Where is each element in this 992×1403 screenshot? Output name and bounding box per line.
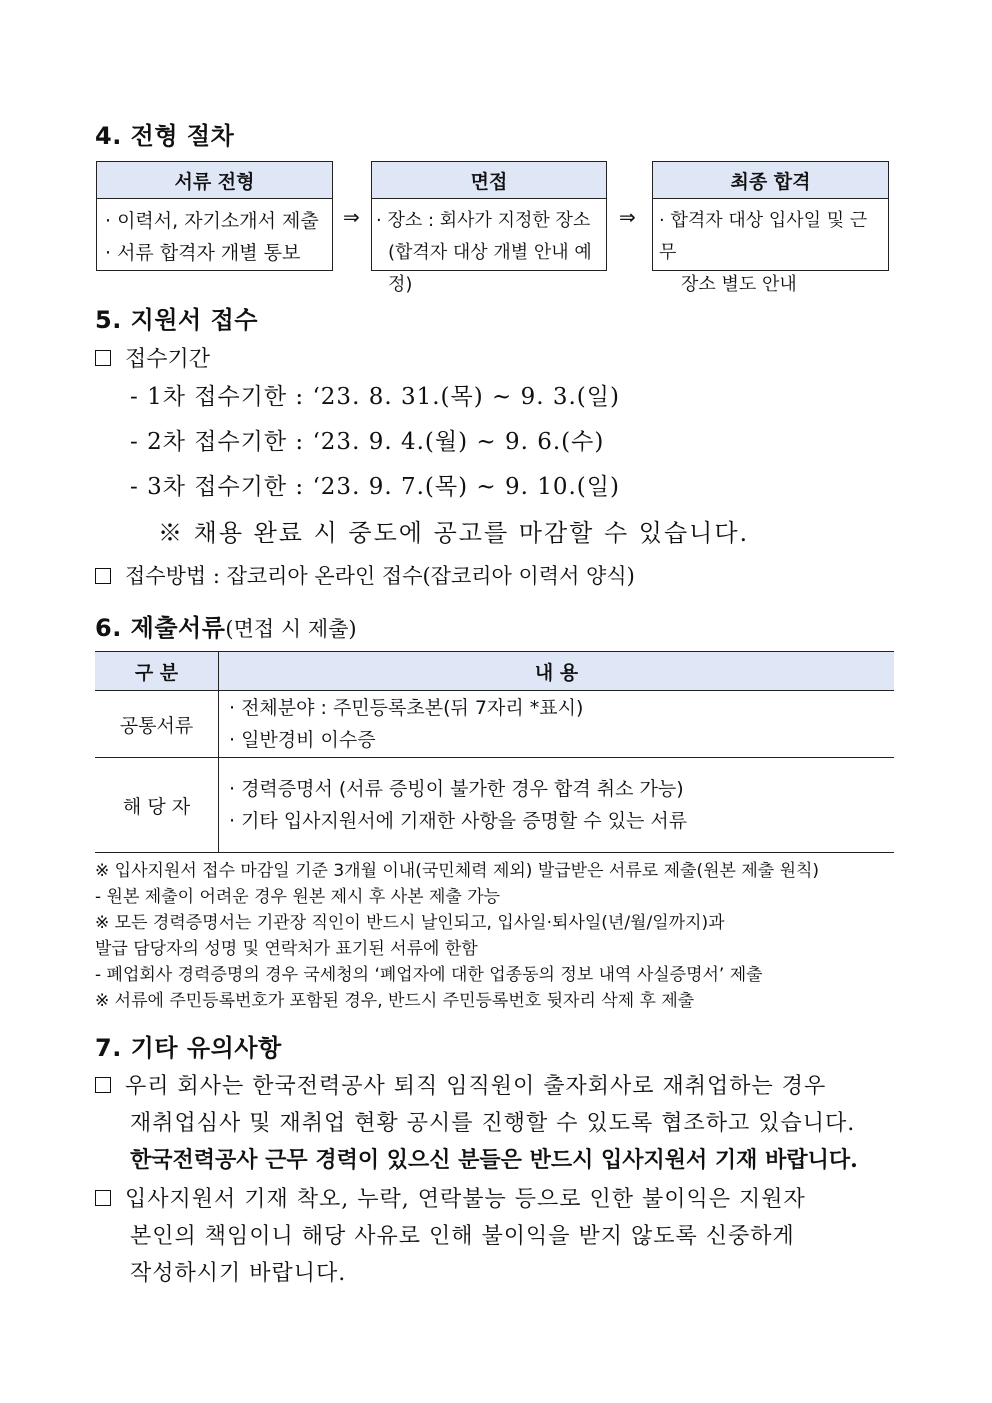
method-text: 접수방법 : 잡코리아 온라인 접수(잡코리아 이력서 양식) bbox=[125, 564, 635, 588]
notice-2-line-1 bbox=[95, 1182, 806, 1213]
step-line: (합격자 대상 개별 안내 예정) bbox=[388, 242, 592, 295]
step-header: 최종 합격 bbox=[653, 162, 888, 199]
table-header-category: 구 분 bbox=[95, 652, 219, 691]
period-item bbox=[95, 342, 210, 373]
step-document-screening bbox=[96, 161, 333, 271]
note-line: - 원본 제출이 어려운 경우 원본 제시 후 사본 제출 가능 bbox=[95, 887, 501, 907]
round-1: - 1차 접수기한 : ‘23. 8. 31.(목) ~ 9. 3.(일) bbox=[130, 384, 620, 410]
notice-2-line-2: 본인의 책임이니 해당 사유로 인해 불이익을 받지 않도록 신중하게 bbox=[130, 1224, 795, 1249]
step-header: 면접 bbox=[372, 162, 606, 199]
section-7-title: 7. 기타 유의사항 bbox=[95, 1034, 282, 1062]
step-line: · 이력서, 자기소개서 제출 bbox=[105, 210, 319, 232]
table-cell-item: · 경력증명서 (서류 증빙이 불가한 경우 합격 취소 가능) bbox=[229, 778, 684, 800]
note-line: ※ 서류에 주민등록번호가 포함된 경우, 반드시 주민등록번호 뒷자리 삭제 후 제출 bbox=[95, 991, 695, 1011]
notice-1-bold: 한국전력공사 근무 경력이 있으신 분들은 반드시 입사지원서 기재 바랍니다. bbox=[130, 1147, 858, 1173]
section-5-title: 5. 지원서 접수 bbox=[95, 306, 258, 334]
notice-text: 우리 회사는 한국전력공사 퇴직 임직원이 출자회사로 재취업하는 경우 bbox=[125, 1074, 827, 1099]
step-line: · 합격자 대상 입사일 및 근무 bbox=[659, 210, 868, 263]
notice-1-line-2: 재취업심사 및 재취업 현황 공시를 진행할 수 있도록 협조하고 있습니다. bbox=[130, 1111, 856, 1136]
checkbox-icon bbox=[95, 1077, 111, 1093]
table-row bbox=[95, 758, 894, 853]
table-header-content: 내 용 bbox=[219, 652, 895, 691]
step-final-pass bbox=[652, 161, 889, 295]
section-6-title: 6. 제출서류 bbox=[95, 614, 226, 642]
step-interview bbox=[371, 161, 607, 295]
notice-2-line-3: 작성하시기 바랍니다. bbox=[130, 1261, 347, 1286]
period-label: 접수기간 bbox=[125, 347, 211, 372]
arrow-icon: ⇒ bbox=[619, 205, 636, 229]
table-cell-item: · 기타 입사지원서에 기재한 사항을 증명할 수 있는 서류 bbox=[229, 810, 688, 832]
section-4-title: 4. 전형 절차 bbox=[95, 122, 235, 150]
method-item bbox=[95, 560, 635, 590]
note-line: 발급 담당자의 성명 및 연락처가 표기된 서류에 한함 bbox=[95, 939, 478, 959]
checkbox-icon bbox=[95, 350, 111, 366]
note-line: ※ 모든 경력증명서는 기관장 직인이 반드시 날인되고, 입사일·퇴사일(년/월/일까지)과 bbox=[95, 913, 725, 933]
checkbox-icon bbox=[95, 568, 111, 584]
checkbox-icon bbox=[95, 1190, 111, 1206]
table-cell-item: · 일반경비 이수증 bbox=[229, 729, 376, 751]
notice-text: 입사지원서 기재 착오, 누락, 연락불능 등으로 인한 불이익은 지원자 bbox=[125, 1187, 806, 1212]
table-row bbox=[95, 691, 894, 758]
section-6-title-row bbox=[95, 608, 357, 643]
round-3: - 3차 접수기한 : ‘23. 9. 7.(목) ~ 9. 10.(일) bbox=[130, 474, 620, 500]
table-cell-item: · 전체분야 : 주민등록초본(뒤 7자리 *표시) bbox=[229, 697, 584, 719]
notice-1-line-1 bbox=[95, 1069, 826, 1100]
step-line: · 서류 합격자 개별 통보 bbox=[105, 242, 301, 264]
note-line: - 폐업회사 경력증명의 경우 국세청의 ‘폐업자에 대한 업종동의 정보 내역 사실증명서’ 제출 bbox=[95, 965, 763, 985]
table-cell-category: 해 당 자 bbox=[95, 758, 219, 853]
arrow-icon: ⇒ bbox=[343, 205, 360, 229]
step-header: 서류 전형 bbox=[97, 162, 332, 199]
table-cell-category: 공통서류 bbox=[95, 691, 219, 758]
round-2: - 2차 접수기한 : ‘23. 9. 4.(월) ~ 9. 6.(수) bbox=[130, 429, 605, 455]
section-6-title-suffix: (면접 시 제출) bbox=[225, 617, 357, 641]
documents-table bbox=[95, 651, 894, 853]
early-close-notice: ※ 채용 완료 시 중도에 공고를 마감할 수 있습니다. bbox=[158, 519, 750, 547]
step-line: 장소 별도 안내 bbox=[681, 274, 797, 295]
note-line: ※ 입사지원서 접수 마감일 기준 3개월 이내(국민체력 제외) 발급받은 서류로 제출(원본 제출 원칙) bbox=[95, 861, 820, 881]
step-line: · 장소 : 회사가 지정한 장소 bbox=[376, 210, 591, 231]
